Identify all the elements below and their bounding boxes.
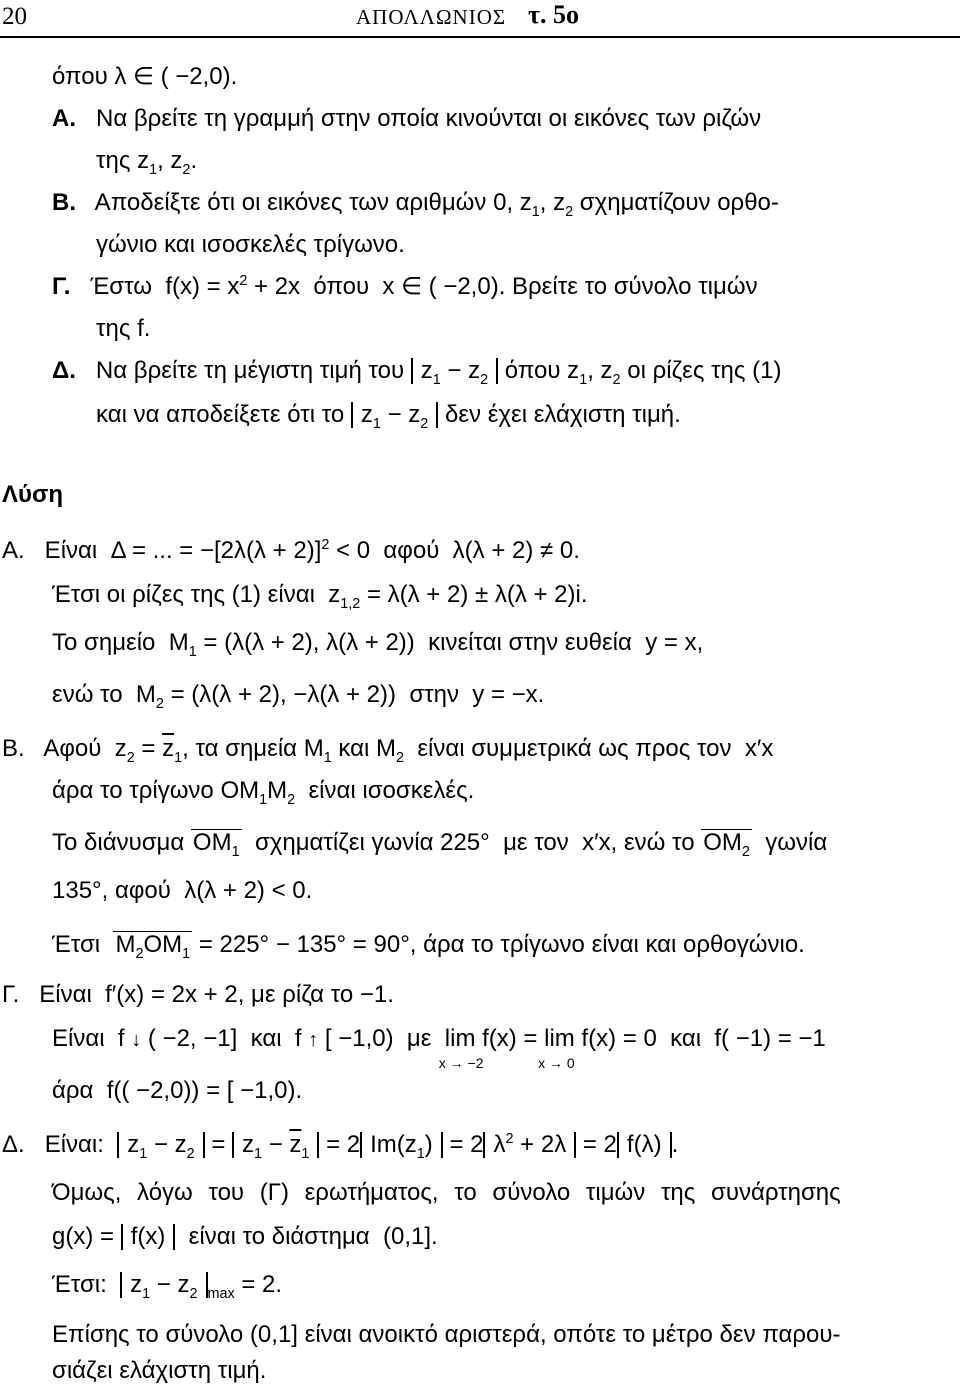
solution-line: άρα το τρίγωνο $OM_1M_2$ είναι ισοσκελές. [52,777,475,808]
solution-line: 135°, αφού λ(λ + 2) < 0. [52,877,313,904]
problem-part-d: Δ. Να βρείτε τη μέγιστη τιμή του $z_1 - z_2$ όπου $z_1$, $z_2$ οι ρίζες της (1) [52,357,782,388]
issue-label: τ. 5ο [528,0,579,29]
solution-line: Έτσι $M_2OM_1 = 225^\circ - 135^\circ = 90^\circ$, άρα το τρίγωνο είναι και ορθογώνιο. [52,931,805,962]
solution-line: ενώ το $M_2 = (\lambda(\lambda + 2)$, −λ(λ + 2)) στην y = −x. [52,681,545,712]
solution-line: άρα f(( −2,0)) = [ −1,0). [52,1077,303,1104]
solution-part-c: Γ. Είναι f′(x) = 2x + 2, με ρίζα το −1. [2,981,394,1008]
solution-line: Το διάνυσμα $OM_1$ σχηματίζει γωνία 225° με τον x′x, ενώ το $OM_2$ γωνία [52,829,828,860]
header-rule [0,36,960,38]
solution-part-b: Β. Αφού $z_2 = \overline{z}_1$, τα σημεία $M_1$ και $M_2$ είναι συμμετρικά ως προς τον x′x [2,735,774,766]
solution-line: Το σημείο $M_1 = (\lambda(\lambda + 2)$, λ(λ + 2)) κινείται στην ευθεία y = x, [52,629,704,660]
problem-part-c: Γ. Έστω $f(x) = x^2 + 2x$ όπου x ∈ ( −2,0). Βρείτε το σύνολο τιμών [52,273,758,300]
problem-line: και να αποδείξετε ότι το $z_1 - z_2$ δεν έχει ελάχιστη τιμή. [96,401,681,432]
solution-line: σιάζει ελάχιστη τιμή. [52,1357,267,1384]
solution-part-d: Δ. Είναι: $z_1 - z_2 = z_1 - \overline{z}_1 = 2$ $Im(z_1) = 2$ $\lambda^2 + 2\lambda = 2$ f(λ) . [2,1131,679,1162]
problem-line: της f. [96,315,151,342]
solution-line: g(x) = f(x) είναι το διάστημα (0,1]. [52,1223,438,1250]
solution-line: Έτσι οι ρίζες της (1) είναι $z_{1,2} = \lambda(\lambda + 2) \pm \lambda(\lambda + 2)i$. [52,581,588,612]
solution-line: Όμως, λόγω του (Γ) ερωτήματος, το σύνολο τιμών της συνάρτησης [52,1179,841,1206]
solution-heading: Λύση [2,481,64,508]
problem-part-b: Β. Αποδείξτε ότι οι εικόνες των αριθμών 0, $z_1$, $z_2$ σχηματίζουν ορθο- [52,189,779,220]
solution-part-a: Α. Είναι Δ = ... = $-[2\lambda(\lambda + 2)]^2 < 0$ αφού λ(λ + 2) ≠ 0. [2,537,580,564]
running-title: ΑΠΟΛΛΩΝΙΟΣ [356,5,507,29]
solution-line: Έτσι: $z_1 - z_2$ $_{max}$ = 2. [52,1271,283,1302]
solution-line: Επίσης το σύνολο (0,1] είναι ανοικτό αριστερά, οπότε το μέτρο δεν παρου- [52,1321,841,1348]
page-number: 20 [2,3,27,30]
solution-line: Είναι f ↓ ( −2, −1] και f ↑ [ −1,0) με lim x → −2 f(x) = lim x → 0 f(x) = 0 και f( −1) = −1 [52,1025,826,1071]
problem-part-a: Α. Να βρείτε τη γραμμή στην οποία κινούνται οι εικόνες των ριζών [52,105,762,132]
problem-line: της $z_1$, $z_2$. [96,147,198,178]
problem-line: όπου λ ∈ ( −2,0). [52,63,238,90]
problem-line: γώνιο και ισοσκελές τρίγωνο. [96,231,405,258]
